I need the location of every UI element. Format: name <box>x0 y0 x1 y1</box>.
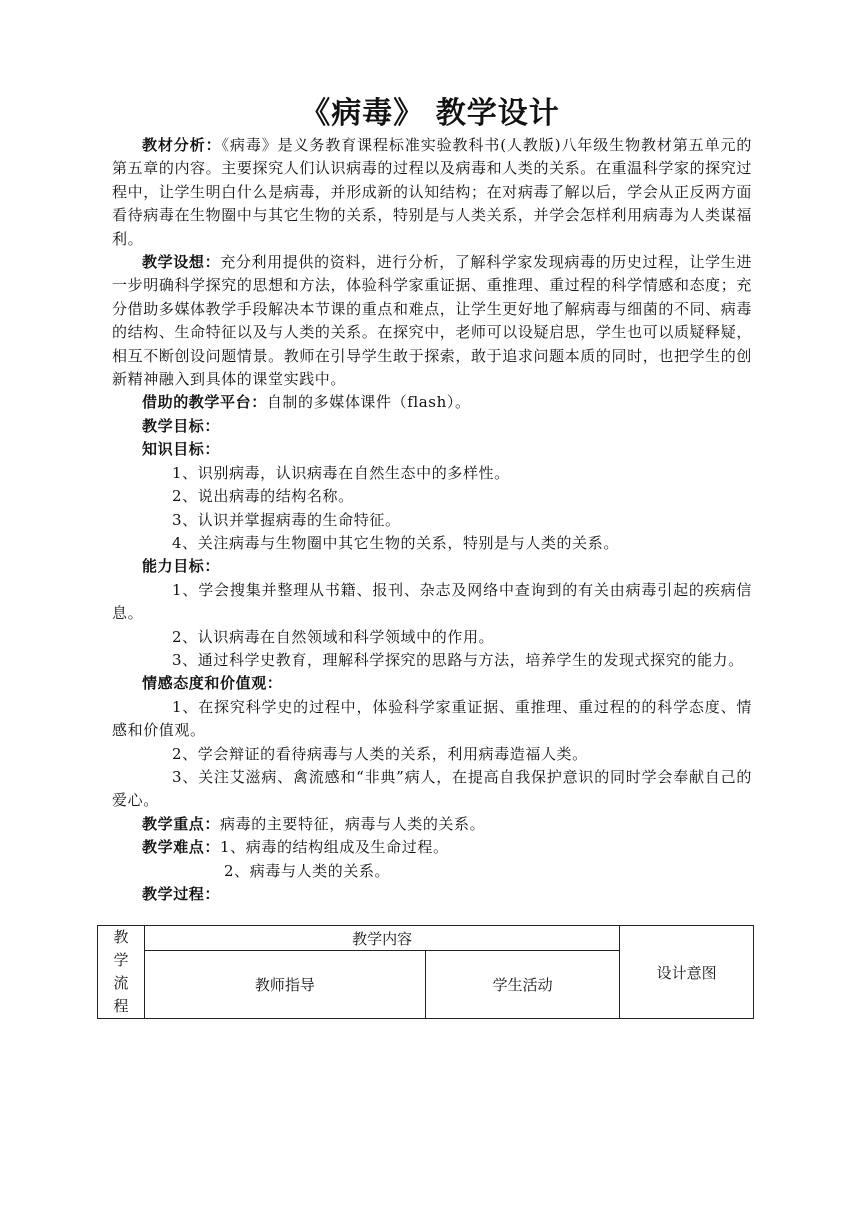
content-header-cell: 教学内容 <box>144 926 619 951</box>
ability-heading: 能力目标： <box>142 557 221 576</box>
platform-paragraph <box>112 391 752 414</box>
emotion-heading: 情感态度和价值观： <box>142 674 283 693</box>
analysis-paragraph <box>112 134 752 251</box>
flow-char: 教 <box>113 928 129 946</box>
key-point-paragraph <box>112 813 752 836</box>
flow-char: 程 <box>113 997 129 1015</box>
design-text: 充分利用提供的资料，进行分析，了解科学家发现病毒的历史过程，让学生进一步明确科学探究的思想和方法，体验科学家重证据、重推理、重过程的科学情感和态度；充分借助多媒体教学手段解决本节课的重点和难点，让学生更好地了解病毒与细菌的不同、病毒的结构、生命特征以及与人类的关系。在探究中，老师可以设疑启思，学生也可以质疑释疑，相互不断创设问题情景。教师在引导学生敢于探索，敢于追求问题本质的同时，也把学生的创新精神融入到具体的课堂实践中。 <box>112 253 752 389</box>
difficulty-paragraph <box>112 836 752 859</box>
analysis-label: 教材分析： <box>142 136 222 154</box>
difficulty-item: 2、病毒与人类的关系。 <box>224 861 391 880</box>
teaching-process-table <box>97 925 754 1019</box>
knowledge-heading: 知识目标： <box>142 440 221 459</box>
knowledge-item: 1、识别病毒，认识病毒在自然生态中的多样性。 <box>172 463 510 482</box>
emotion-item: 3、关注艾滋病、禽流感和“非典”病人，在提高自我保护意识的同时学会奉献自己的爱心。 <box>112 767 752 810</box>
difficulty-label: 教学难点： <box>142 838 221 857</box>
platform-text: 自制的多媒体课件（flash）。 <box>266 393 471 412</box>
platform-label: 借助的教学平台： <box>142 393 267 412</box>
intent-header-cell: 设计意图 <box>620 926 754 1019</box>
flow-char: 流 <box>113 974 129 992</box>
analysis-text: 《病毒》是义务教育课程标准实验教科书(人教版)八年级生物教材第五单元的第五章的内容。主要探究人们认识病毒的过程以及病毒和人类的关系。在重温科学家的探究过程中，让学生明白什么是病毒，并形成新的认知结构；在对病毒了解以后，学会从正反两方面看待病毒在生物圈中与其它生物的关系，特别是与人类关系，并学会怎样利用病毒为人类谋福利。 <box>112 136 752 248</box>
flow-char: 学 <box>113 951 129 969</box>
emotion-item: 2、学会辩证的看待病毒与人类的关系，利用病毒造福人类。 <box>172 744 588 763</box>
emotion-item: 1、在探究科学史的过程中，体验科学家重证据、重推理、重过程的的科学态度、情感和价值观。 <box>112 697 752 740</box>
difficulty-item: 1、病毒的结构组成及生命过程。 <box>220 838 449 857</box>
teacher-header-cell: 教师指导 <box>144 951 425 1019</box>
document-body <box>112 134 752 906</box>
ability-item: 2、认识病毒在自然领域和科学领域中的作用。 <box>172 627 495 646</box>
key-point-text: 病毒的主要特征，病毒与人类的关系。 <box>220 814 486 833</box>
ability-item: 3、通过科学史教育，理解科学探究的思路与方法，培养学生的发现式探究的能力。 <box>172 650 744 669</box>
knowledge-item: 3、认识并掌握病毒的生命特征。 <box>172 510 401 529</box>
design-label: 教学设想： <box>142 253 221 272</box>
document-title: 《病毒》 教学设计 <box>300 96 560 131</box>
knowledge-item: 2、说出病毒的结构名称。 <box>172 487 354 506</box>
process-heading: 教学过程： <box>142 885 221 903</box>
ability-item: 1、学会搜集并整理从书籍、报刊、杂志及网络中查询到的有关由病毒引起的疾病信息。 <box>112 580 752 623</box>
design-paragraph <box>112 251 752 391</box>
knowledge-item: 4、关注病毒与生物圈中其它生物的关系，特别是与人类的关系。 <box>172 533 619 552</box>
key-point-label: 教学重点： <box>142 814 221 833</box>
student-header-cell: 学生活动 <box>425 951 619 1019</box>
flow-header-cell <box>98 926 145 1019</box>
goals-heading: 教学目标： <box>142 416 221 435</box>
